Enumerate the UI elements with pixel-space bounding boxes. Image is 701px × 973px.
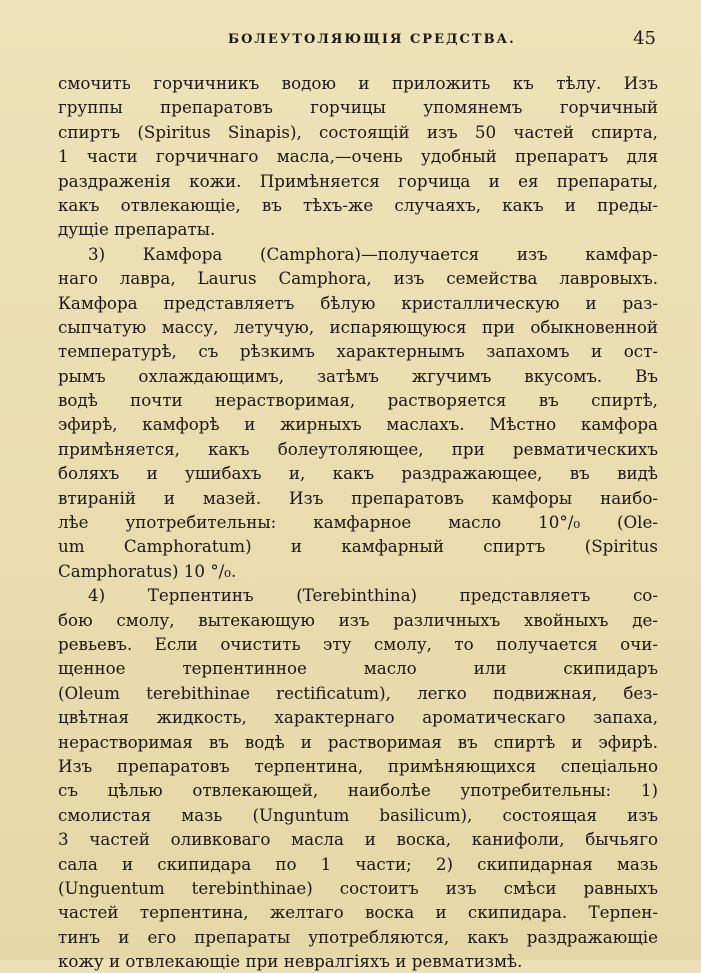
text-line: раздраженiя кожи. Примѣняется горчица и ея препараты,	[58, 170, 658, 191]
text-line: 1 части горчичнаго масла,—очень удобный препаратъ для	[58, 146, 658, 167]
text-line: тинъ и его препараты употребляются, какъ раздражающiе	[58, 926, 658, 947]
text-line: 4) Терпентинъ (Terebinthina) представляетъ со-	[88, 585, 658, 606]
page-header	[58, 28, 656, 54]
text-line: наго лавра, Laurus Camphora, изъ семейства лавровыхъ.	[58, 268, 658, 289]
text-line: сала и скипидара по 1 части; 2) скипидарная мазь	[58, 853, 658, 874]
text-line: 3) Камфора (Camphora)—получается изъ камфар-	[88, 243, 658, 264]
text-line: эфирѣ, камфорѣ и жирныхъ маслахъ. Мѣстно камфора	[58, 414, 658, 435]
text-line: дущiе препараты.	[58, 219, 216, 240]
text-line: (Oleum terebithinae rectificatum), легко подвижная, без-	[58, 682, 658, 703]
text-line: температурѣ, съ рѣзкимъ характернымъ запахомъ и ост-	[58, 341, 658, 362]
text-line: щенное терпентинное масло или скипидаръ	[58, 658, 658, 679]
text-line: примѣняется, какъ болеутоляющее, при ревматическихъ	[58, 438, 658, 459]
page-number: 45	[633, 28, 656, 49]
running-head: БОЛЕУТОЛЯЮЩIЯ СРЕДСТВА.	[228, 32, 516, 47]
text-line: частей терпентина, желтаго воска и скипидара. Терпен-	[58, 902, 658, 923]
text-line: (Unguentum terebinthinae) состоитъ изъ смѣси равныхъ	[58, 877, 658, 898]
text-line: смочить горчичникъ водою и приложить къ тѣлу. Изъ	[58, 73, 658, 93]
text-line: втиранiй и мазей. Изъ препаратовъ камфоры наибо-	[58, 487, 658, 508]
text-line: боляхъ и ушибахъ и, какъ раздражающее, въ видѣ	[58, 463, 658, 484]
text-line: um Camphoratum) и камфарный спиртъ (Spiritus	[58, 536, 658, 557]
text-line: съ цѣлью отвлекающей, наиболѣе употребительны: 1)	[58, 780, 658, 801]
text-line: Камфора представляетъ бѣлую кристаллическую и раз-	[58, 292, 658, 313]
text-line: сыпчатую массу, летучую, испаряющуюся при обыкновенной	[58, 316, 658, 337]
text-line: Изъ препаратовъ терпентина, примѣняющихся спецiально	[58, 755, 658, 776]
text-line: нерастворимая въ водѣ и растворимая въ спиртѣ и эфирѣ.	[58, 731, 658, 752]
text-line: цвѣтная жидкость, характернаго ароматическаго запаха,	[58, 707, 658, 728]
text-line: группы препаратовъ горчицы упомянемъ горчичный	[58, 97, 658, 118]
text-line: спиртъ (Spiritus Sinapis), состоящiй изъ 50 частей спирта,	[58, 121, 658, 142]
text-line: кожу и отвлекающiе при невралгiяхъ и ревматизмѣ.	[58, 951, 523, 972]
text-line: водѣ почти нерастворимая, растворяется въ спиртѣ,	[58, 390, 658, 411]
text-line: лѣе употребительны: камфарное масло 10°/₀ (Ole-	[58, 512, 658, 533]
text-line: какъ отвлекающiе, въ тѣхъ-же случаяхъ, какъ и преды-	[58, 194, 658, 215]
text-line: бою смолу, вытекающую изъ различныхъ хвойныхъ де-	[58, 609, 658, 630]
text-line: ревьевъ. Если очистить эту смолу, то получается очи-	[58, 633, 658, 654]
body-text	[58, 71, 658, 973]
text-line: Camphoratus) 10 °/₀.	[58, 560, 237, 581]
text-line: 3 частей оливковаго масла и воска, канифоли, бычьяго	[58, 829, 658, 850]
text-line: смолистая мазь (Unguntum basilicum), состоящая изъ	[58, 804, 658, 825]
text-line: рымъ охлаждающимъ, затѣмъ жгучимъ вкусомъ. Въ	[58, 365, 658, 386]
